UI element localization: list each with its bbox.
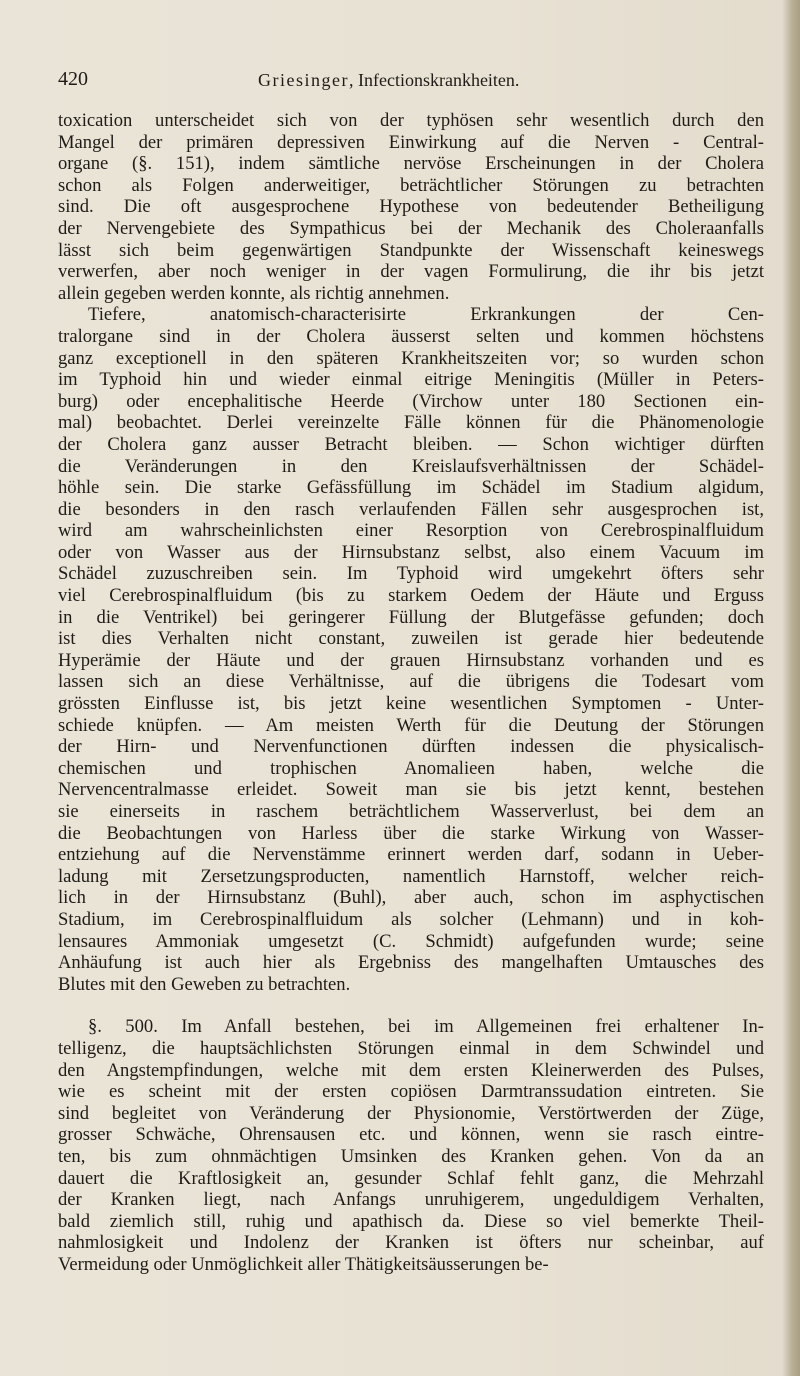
running-head-title bbox=[258, 70, 519, 91]
text-line: ten, bis zum ohnmächtigen Umsinken des Kranken gehen. Von da an bbox=[58, 1145, 764, 1167]
text-line: Stadium, im Cerebrospinalfluidum als solcher (Lehmann) und in koh- bbox=[58, 908, 764, 930]
text-line: tralorgane sind in der Cholera äusserst selten und kommen höchstens bbox=[58, 325, 764, 347]
text-line: §. 500. Im Anfall bestehen, bei im Allgemeinen frei erhaltener In- bbox=[88, 1016, 764, 1038]
text-line: wird am wahrscheinlichsten einer Resorption von Cerebrospinalfluidum bbox=[58, 520, 764, 542]
text-line: die Veränderungen in den Kreislaufsverhältnissen der Schädel- bbox=[58, 455, 764, 477]
text-line: schiede knüpfen. — Am meisten Werth für die Deutung der Störungen bbox=[58, 714, 764, 736]
text-line: dauert die Kraftlosigkeit an, gesunder Schlaf fehlt ganz, die Mehrzahl bbox=[58, 1167, 764, 1189]
text-line: im Typhoid hin und wieder einmal eitrige Meningitis (Müller in Peters- bbox=[58, 369, 764, 391]
text-line: höhle sein. Die starke Gefässfüllung im Schädel im Stadium algidum, bbox=[58, 477, 764, 499]
running-header bbox=[58, 68, 758, 98]
text-line: chemischen und trophischen Anomalieen haben, welche die bbox=[58, 757, 764, 779]
text-line: oder von Wasser aus der Hirnsubstanz selbst, also einem Vacuum im bbox=[58, 541, 764, 563]
text-line: sind begleitet von Veränderung der Physionomie, Verstörtwerden der Züge, bbox=[58, 1102, 764, 1124]
text-line: Blutes mit den Geweben zu betrachten. bbox=[58, 973, 351, 995]
text-line: ist dies Verhalten nicht constant, zuweilen ist gerade hier bedeutende bbox=[58, 628, 764, 650]
text-line: sind. Die oft ausgesprochene Hypothese von bedeutender Betheiligung bbox=[58, 196, 764, 218]
paragraph-gap bbox=[58, 995, 764, 1016]
text-line: Schädel zuzuschreiben sein. Im Typhoid wird umgekehrt öfters sehr bbox=[58, 563, 764, 585]
text-line: der Cholera ganz ausser Betracht bleiben. — Schon wichtiger dürften bbox=[58, 433, 764, 455]
text-line: ladung mit Zersetzungsproducten, namentlich Harnstoff, welcher reich- bbox=[58, 865, 764, 887]
page-edge-shadow bbox=[782, 0, 800, 1376]
text-line: bald ziemlich still, ruhig und apathisch da. Diese so viel bemerkte Theil- bbox=[58, 1210, 764, 1232]
text-line: grössten Einflusse ist, bis jetzt keine wesentlichen Symptomen - Unter- bbox=[58, 693, 764, 715]
text-line: der Kranken liegt, nach Anfangs unruhigerem, ungeduldigem Verhalten, bbox=[58, 1189, 764, 1211]
text-line: allein gegeben werden konnte, als richtig annehmen. bbox=[58, 282, 450, 304]
text-line: Mangel der primären depressiven Einwirkung auf die Nerven - Central- bbox=[58, 131, 764, 153]
text-line: schon als Folgen anderweitiger, beträchtlicher Störungen zu betrachten bbox=[58, 174, 764, 196]
running-head-subject: , Infectionskrankheiten. bbox=[348, 70, 520, 90]
text-line: entziehung auf die Nervenstämme erinnert werden darf, sodann in Ueber- bbox=[58, 844, 764, 866]
text-line: den Angstempfindungen, welche mit dem ersten Kleinerwerden des Pulses, bbox=[58, 1059, 764, 1081]
body-text bbox=[58, 110, 764, 1275]
text-line: der Hirn- und Nervenfunctionen dürften indessen die physicalisch- bbox=[58, 736, 764, 758]
text-line: Anhäufung ist auch hier als Ergebniss des mangelhaften Umtausches des bbox=[58, 952, 764, 974]
text-line: viel Cerebrospinalfluidum (bis zu starkem Oedem der Häute und Erguss bbox=[58, 585, 764, 607]
text-line: lässt sich beim gegenwärtigen Standpunkte der Wissenschaft keineswegs bbox=[58, 239, 764, 261]
text-line: Tiefere, anatomisch-characterisirte Erkrankungen der Cen- bbox=[88, 304, 764, 326]
text-line: grosser Schwäche, Ohrensausen etc. und können, wenn sie rasch eintre- bbox=[58, 1124, 764, 1146]
text-line: Nervencentralmasse erleidet. Soweit man sie bis jetzt kennt, bestehen bbox=[58, 779, 764, 801]
text-line: der Nervengebiete des Sympathicus bei der Mechanik des Choleraanfalls bbox=[58, 217, 764, 239]
text-line: wie es scheint mit der ersten copiösen Darmtranssudation eintreten. Sie bbox=[58, 1081, 764, 1103]
text-line: die Beobachtungen von Harless über die starke Wirkung von Wasser- bbox=[58, 822, 764, 844]
text-line: verwerfen, aber noch weniger in der vagen Formulirung, die ihr bis jetzt bbox=[58, 261, 764, 283]
text-line: lassen sich an diese Verhältnisse, auf die übrigens die Todesart vom bbox=[58, 671, 764, 693]
running-head-author: Griesinger bbox=[258, 70, 349, 90]
text-line: Vermeidung oder Unmöglichkeit aller Thätigkeitsäusserungen be- bbox=[58, 1253, 549, 1275]
text-line: in die Ventrikel) bei geringerer Füllung der Blutgefässe gefunden; doch bbox=[58, 606, 764, 628]
text-line: ganz exceptionell in den späteren Krankheitszeiten vor; so wurden schon bbox=[58, 347, 764, 369]
text-line: mal) beobachtet. Derlei vereinzelte Fälle können für die Phänomenologie bbox=[58, 412, 764, 434]
text-line: nahmlosigkeit und Indolenz der Kranken ist öfters nur scheinbar, auf bbox=[58, 1232, 764, 1254]
text-line: organe (§. 151), indem sämtliche nervöse Erscheinungen in der Cholera bbox=[58, 153, 764, 175]
text-line: die besonders in den rasch verlaufenden Fällen sehr ausgesprochen ist, bbox=[58, 498, 764, 520]
text-line: toxication unterscheidet sich von der typhösen sehr wesentlich durch den bbox=[58, 110, 764, 131]
text-line: lensaures Ammoniak umgesetzt (C. Schmidt) aufgefunden wurde; seine bbox=[58, 930, 764, 952]
text-line: sie einerseits in raschem beträchtlichem Wasserverlust, bei dem an bbox=[58, 801, 764, 822]
text-line: burg) oder encephalitische Heerde (Virchow unter 180 Sectionen ein- bbox=[58, 390, 764, 412]
text-line: lich in der Hirnsubstanz (Buhl), aber auch, schon im asphyctischen bbox=[58, 887, 764, 909]
page-number: 420 bbox=[58, 68, 88, 90]
text-line: Hyperämie der Häute und der grauen Hirnsubstanz vorhanden und es bbox=[58, 649, 764, 671]
text-line: telligenz, die hauptsächlichsten Störungen einmal in dem Schwindel und bbox=[58, 1037, 764, 1059]
